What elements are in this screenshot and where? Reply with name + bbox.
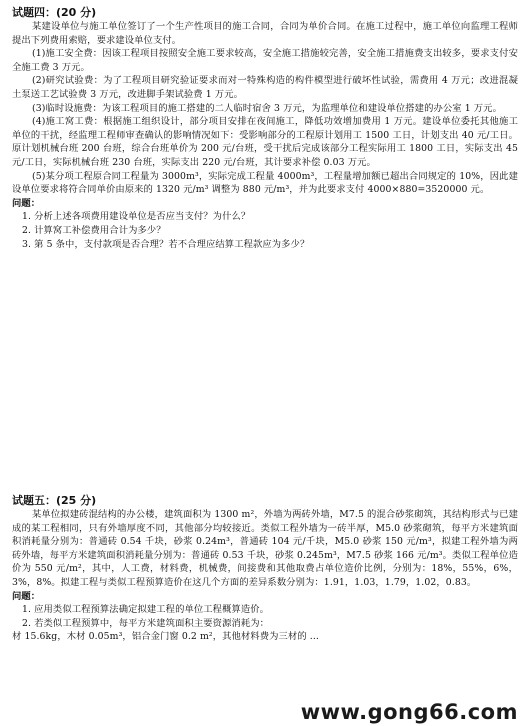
section-5-questions-label: 问题： — [12, 590, 41, 602]
section-4-question: 2. 计算窝工补偿费用合计为多少？ — [22, 224, 166, 236]
section-4 — [12, 6, 518, 251]
section-4-paragraph: (4)施工窝工费：根据施工组织设计，部分项目安排在夜间施工，降低功效增加费用 1 万元。建设单位委托其他施工单位的干扰，经监理工程师审查确认的影响情况如下：受影响部分的工程原计划用工 1500 工日，计划支出 40 元/工日。原计划机械台班 200 台班，综合台班单价为 200 元/台班，受干扰后完成该部分工程实际用工 1800 工日，实际支出 45 元/工日，实际机械台班 230 台班，实际支出 220 元/台班，其计要求补偿 0.03 万元。 — [12, 116, 518, 168]
section-4-paragraph: (5)某分项工程原合同工程量为 3000m³，实际完成工程量 4000m³，工程量增加额已超出合同规定的 10%，因此建设单位要求将符合同单价由原来的 1320 元/m³ 调整为 880 元/m³，并为此要求支付 4000×880=3520000 元。 — [12, 170, 518, 196]
section-5-paragraph: 某单位拟建砖混结构的办公楼，建筑面积为 1300 m²，外墙为两砖外墙，M7.5 的混合砂浆砌筑，其结构形式与已建成的某工程相同，只有外墙厚度不同，其他部分均较接近。类似工程外墙为一砖半厚，M5.0 砂浆砌筑，每平方米建筑面积消耗量分别为：普通砖 0.54 千块，砂浆 0.24m³，普通砖 104 元/千块，M5.0 砂浆 150 元/m³，拟建工程外墙为两砖外墙，每平方米建筑面积消耗量分别为：普通砖 0.53 千块，砂浆 0.245m³，M7.5 砂浆 166 元/m³。类似工程单位造价为 550 元/m²，其中，人工费，材料费，机械费，间接费和其他取费占单位造价比例，分别为：18%，55%，6%，3%，8%。拟建工程与类似工程预算造价在这几个方面的差异系数分别为：1.91，1.03，1.79，1.02，0.83。 — [12, 509, 518, 588]
section-5-question: 2. 若类似工程预算中，每平方米建筑面积主要资源消耗为： — [22, 617, 270, 629]
section-4-paragraph: (3)临时设施费：为该工程项目的施工搭建的二人临时宿舍 3 万元，为监理单位和建设单位搭建的办公室 1 万元。 — [32, 102, 502, 114]
section-5-heading: 试题五：(25 分) — [12, 494, 97, 507]
section-4-paragraph: (1)施工安全费：因该工程项目按照安全施工要求较高，安全施工措施较完善，安全施工措施费支出较多，要求支付安全施工费 3 万元。 — [12, 48, 518, 73]
section-5-question: 1. 应用类似工程预算法确定拟建工程的单位工程概算造价。 — [22, 604, 270, 616]
section-4-paragraph: 某建设单位与施工单位签订了一个生产性项目的施工合同，合同为单价合同。在施工过程中，施工单位向监理工程师提出下列费用索赔，要求建设单位支付。 — [12, 21, 518, 46]
section-5 — [12, 494, 518, 644]
section-4-paragraph: (2)研究试验费：为了工程项目研究验证要求而对一特殊构造的构件模型进行破坏性试验，需费用 4 万元；改进混凝土泵送工艺试验费 3 万元，改进脚手架试验费 1 万元。 — [12, 75, 518, 100]
section-4-question: 1. 分析上述各项费用建设单位是否应当支付？为什么？ — [22, 211, 251, 223]
section-5-question-continuation: 材 15.6kg，木材 0.05m³，铝合金门窗 0.2 m²，其他材料费为三材的 ... — [12, 631, 319, 643]
section-4-question: 3. 第 5 条中，支付款项是否合理？若不合理应结算工程款应为多少？ — [22, 238, 310, 250]
site-watermark: www.gong66.com — [300, 700, 518, 724]
section-4-heading: 试题四：(20 分) — [12, 6, 97, 19]
section-4-questions-label: 问题： — [12, 197, 41, 209]
